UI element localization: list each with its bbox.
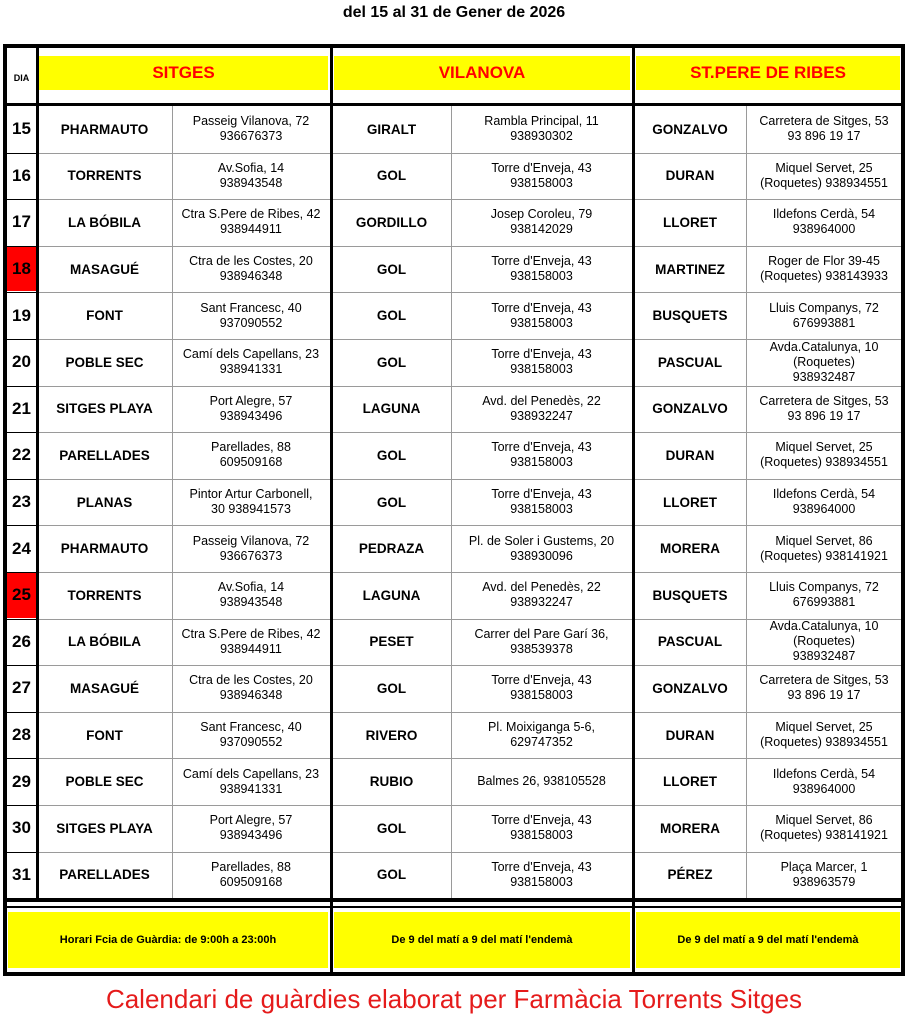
row-divider [37, 479, 330, 480]
row-divider [6, 199, 37, 200]
sitges-pharmacy-address: Camí dels Capellans, 23 938941331 [182, 347, 320, 377]
vilanova-pharmacy-address: Balmes 26, 938105528 [477, 774, 606, 789]
vilanova-pharmacy-address: Torre d'Enveja, 43 938158003 [491, 440, 592, 470]
row-divider [37, 339, 330, 340]
sitges-pharmacy-name: PHARMAUTO [60, 541, 149, 557]
ribes-pharmacy-name: DURAN [665, 727, 715, 743]
sitges-pharmacy-name: MASAGUÉ [69, 261, 139, 277]
sitges-pharmacy-address: Av.Sofia, 14 938943548 [217, 580, 285, 610]
ribes-pharmacy-address: Avda.Catalunya, 10 (Roquetes) 938932487 [769, 339, 879, 384]
ribes-pharmacy-address: Carretera de Sitges, 53 93 896 19 17 [759, 393, 889, 423]
vilanova-pharmacy-address: Carrer del Pare Garí 36, 938539378 [474, 626, 609, 656]
row-divider [634, 572, 902, 573]
vilanova-pharmacy-name: GOL [376, 447, 407, 463]
ribes-pharmacy-address: Miquel Servet, 25 (Roquetes) 938934551 [760, 440, 888, 470]
ribes-pharmacy-address: Avda.Catalunya, 10 (Roquetes) 938932487 [769, 619, 879, 664]
vilanova-pharmacy-name: PESET [369, 634, 414, 650]
day-number: 22 [12, 445, 31, 465]
row-divider [6, 852, 37, 853]
row-divider [37, 199, 330, 200]
name-address-split [746, 106, 747, 898]
sitges-pharmacy-address: Port Alegre, 57 938943496 [209, 393, 293, 423]
ribes-pharmacy-address: Lluis Companys, 72 676993881 [769, 300, 879, 330]
vilanova-pharmacy-name: GOL [376, 867, 407, 883]
day-number: 30 [12, 818, 31, 838]
sitges-pharmacy-address: Sant Francesc, 40 937090552 [200, 720, 302, 750]
ribes-pharmacy-name: GONZALVO [652, 401, 728, 417]
day-number: 15 [12, 119, 31, 139]
table-border-left [3, 44, 7, 976]
day-number: 29 [12, 771, 31, 791]
ribes-pharmacy-address: Miquel Servet, 25 (Roquetes) 938934551 [760, 160, 888, 190]
row-divider [634, 665, 902, 666]
ribes-pharmacy-name: GONZALVO [652, 680, 728, 696]
row-divider [634, 199, 902, 200]
row-divider [332, 292, 632, 293]
row-divider [37, 758, 330, 759]
sitges-pharmacy-name: MASAGUÉ [69, 680, 139, 696]
sitges-pharmacy-name: FONT [86, 308, 123, 324]
row-divider [332, 525, 632, 526]
column-separator [632, 44, 635, 976]
column-separator [330, 44, 333, 976]
day-number: 24 [12, 538, 31, 558]
vilanova-pharmacy-address: Torre d'Enveja, 43 938158003 [491, 347, 592, 377]
sitges-pharmacy-name: LA BÓBILA [68, 634, 141, 650]
row-divider [634, 432, 902, 433]
day-number: 28 [12, 725, 31, 745]
sitges-pharmacy-name: PARELLADES [59, 447, 150, 463]
vilanova-pharmacy-name: GOL [376, 168, 407, 184]
city-label: ST.PERE DE RIBES [690, 63, 846, 82]
row-divider [6, 805, 37, 806]
vilanova-pharmacy-address: Pl. Moixiganga 5-6, 629747352 [487, 720, 595, 750]
vilanova-pharmacy-name: GOL [376, 680, 407, 696]
vilanova-pharmacy-name: RIVERO [365, 727, 418, 743]
row-divider [6, 572, 37, 573]
sitges-pharmacy-address: Ctra S.Pere de Ribes, 42 938944911 [181, 626, 321, 656]
footer-schedule-note: De 9 del matí a 9 del matí l'endemà [334, 912, 630, 968]
ribes-pharmacy-name: PASCUAL [657, 354, 723, 370]
table-border-top [3, 44, 905, 48]
credit-line: Calendari de guàrdies elaborat per Farmàcia Torrents Sitges [105, 984, 803, 1014]
row-divider [634, 153, 902, 154]
dia-separator [36, 44, 39, 898]
row-divider [6, 712, 37, 713]
row-divider [332, 712, 632, 713]
ribes-pharmacy-address: Ildefons Cerdà, 54 938964000 [772, 766, 876, 796]
sitges-pharmacy-name: PLANAS [76, 494, 133, 510]
ribes-pharmacy-address: Miquel Servet, 25 (Roquetes) 938934551 [760, 720, 888, 750]
footer-schedule-note: Horari Fcia de Guàrdia: de 9:00h a 23:00h [8, 912, 328, 968]
ribes-pharmacy-address: Miquel Servet, 86 (Roquetes) 938141921 [760, 813, 888, 843]
row-divider [634, 479, 902, 480]
row-divider [6, 479, 37, 480]
row-divider [332, 386, 632, 387]
city-label: SITGES [152, 63, 215, 82]
ribes-pharmacy-address: Carretera de Sitges, 53 93 896 19 17 [759, 673, 889, 703]
row-divider [332, 339, 632, 340]
ribes-pharmacy-address: Ildefons Cerdà, 54 938964000 [772, 487, 876, 517]
row-divider [634, 619, 902, 620]
day-number: 31 [12, 864, 31, 884]
ribes-pharmacy-name: DURAN [665, 168, 715, 184]
vilanova-pharmacy-address: Pl. de Soler i Gustems, 20 938930096 [468, 533, 615, 563]
row-divider [6, 153, 37, 154]
sitges-pharmacy-name: TORRENTS [67, 168, 142, 184]
row-divider [634, 386, 902, 387]
ribes-pharmacy-name: LLORET [663, 214, 717, 230]
header-divider [3, 103, 905, 106]
row-divider [37, 665, 330, 666]
ribes-pharmacy-name: MORERA [660, 541, 720, 557]
ribes-pharmacy-name: BUSQUETS [652, 587, 728, 603]
row-divider [6, 432, 37, 433]
holiday-day-number: 18 [7, 247, 36, 292]
vilanova-pharmacy-address: Avd. del Penedès, 22 938932247 [482, 580, 601, 610]
city-label: VILANOVA [438, 63, 526, 82]
row-divider [37, 386, 330, 387]
sitges-pharmacy-name: PHARMAUTO [60, 121, 149, 137]
vilanova-pharmacy-address: Torre d'Enveja, 43 938158003 [491, 487, 592, 517]
row-divider [6, 292, 37, 293]
vilanova-pharmacy-name: GORDILLO [355, 214, 428, 230]
row-divider [332, 199, 632, 200]
sitges-pharmacy-address: Parellades, 88 609509168 [211, 859, 291, 889]
sitges-pharmacy-name: POBLE SEC [65, 354, 144, 370]
row-divider [634, 525, 902, 526]
footer-schedule-note: De 9 del matí a 9 del matí l'endemà [636, 912, 900, 968]
row-divider [332, 619, 632, 620]
ribes-pharmacy-name: BUSQUETS [652, 308, 728, 324]
vilanova-pharmacy-name: GOL [376, 261, 407, 277]
table-border-bottom [3, 972, 905, 976]
row-divider [6, 665, 37, 666]
holiday-day-number: 25 [7, 573, 36, 618]
vilanova-pharmacy-address: Torre d'Enveja, 43 938158003 [491, 254, 592, 284]
row-divider [634, 339, 902, 340]
row-divider [332, 432, 632, 433]
ribes-pharmacy-name: LLORET [663, 494, 717, 510]
row-divider [634, 246, 902, 247]
vilanova-pharmacy-address: Josep Coroleu, 79 938142029 [490, 207, 593, 237]
day-number: 17 [12, 212, 31, 232]
row-divider [37, 619, 330, 620]
sitges-pharmacy-address: Ctra de les Costes, 20 938946348 [189, 254, 313, 284]
day-number: 23 [12, 492, 31, 512]
sitges-pharmacy-address: Passeig Vilanova, 72 936676373 [192, 114, 310, 144]
sitges-pharmacy-name: LA BÓBILA [68, 214, 141, 230]
row-divider [6, 525, 37, 526]
sitges-pharmacy-name: FONT [86, 727, 123, 743]
vilanova-pharmacy-address: Torre d'Enveja, 43 938158003 [491, 813, 592, 843]
row-divider [634, 852, 902, 853]
ribes-pharmacy-address: Ildefons Cerdà, 54 938964000 [772, 207, 876, 237]
row-divider [332, 852, 632, 853]
sitges-pharmacy-name: POBLE SEC [65, 774, 144, 790]
ribes-pharmacy-name: PASCUAL [657, 634, 723, 650]
day-number: 20 [12, 352, 31, 372]
day-number: 19 [12, 305, 31, 325]
vilanova-pharmacy-address: Torre d'Enveja, 43 938158003 [491, 300, 592, 330]
vilanova-pharmacy-address: Rambla Principal, 11 938930302 [484, 114, 599, 144]
row-divider [332, 758, 632, 759]
ribes-pharmacy-name: DURAN [665, 447, 715, 463]
row-divider [332, 246, 632, 247]
day-number: 26 [12, 631, 31, 651]
ribes-pharmacy-name: PÉREZ [667, 867, 713, 883]
ribes-pharmacy-name: MARTINEZ [655, 261, 725, 277]
row-divider [332, 479, 632, 480]
sitges-pharmacy-address: Av.Sofia, 14 938943548 [217, 160, 285, 190]
row-divider [37, 712, 330, 713]
vilanova-pharmacy-name: PEDRAZA [358, 541, 425, 557]
ribes-pharmacy-address: Miquel Servet, 86 (Roquetes) 938141921 [760, 533, 888, 563]
vilanova-pharmacy-name: RUBIO [369, 774, 414, 790]
sitges-pharmacy-address: Port Alegre, 57 938943496 [209, 813, 293, 843]
sitges-pharmacy-address: Pintor Artur Carbonell, 30 938941573 [189, 487, 313, 517]
sitges-pharmacy-address: Ctra S.Pere de Ribes, 42 938944911 [181, 207, 321, 237]
vilanova-pharmacy-name: GOL [376, 820, 407, 836]
sitges-pharmacy-address: Parellades, 88 609509168 [211, 440, 291, 470]
ribes-pharmacy-name: LLORET [663, 774, 717, 790]
row-divider [634, 712, 902, 713]
name-address-split [172, 106, 173, 898]
row-divider [634, 758, 902, 759]
row-divider [6, 619, 37, 620]
vilanova-pharmacy-address: Torre d'Enveja, 43 938158003 [491, 673, 592, 703]
row-divider [37, 246, 330, 247]
day-number: 16 [12, 165, 31, 185]
row-divider [37, 432, 330, 433]
duty-calendar-table [0, 44, 908, 976]
row-divider [6, 386, 37, 387]
page-title: del 15 al 31 de Gener de 2026 [342, 4, 566, 21]
row-divider [6, 246, 37, 247]
row-divider [37, 525, 330, 526]
row-divider [634, 292, 902, 293]
dia-column-header: DIA [13, 73, 30, 83]
row-divider [332, 153, 632, 154]
row-divider [332, 665, 632, 666]
row-divider [6, 758, 37, 759]
row-divider [332, 805, 632, 806]
ribes-pharmacy-name: GONZALVO [652, 121, 728, 137]
row-divider [37, 572, 330, 573]
sitges-pharmacy-address: Passeig Vilanova, 72 936676373 [192, 533, 310, 563]
sitges-pharmacy-address: Sant Francesc, 40 937090552 [200, 300, 302, 330]
name-address-split [451, 106, 452, 898]
vilanova-pharmacy-name: GOL [376, 308, 407, 324]
footer-divider-inner [3, 906, 905, 908]
row-divider [6, 339, 37, 340]
footer-divider [3, 898, 905, 902]
row-divider [37, 153, 330, 154]
ribes-pharmacy-address: Lluis Companys, 72 676993881 [769, 580, 879, 610]
vilanova-pharmacy-name: LAGUNA [362, 401, 421, 417]
sitges-pharmacy-address: Ctra de les Costes, 20 938946348 [189, 673, 313, 703]
table-border-right [901, 44, 905, 976]
row-divider [37, 292, 330, 293]
sitges-pharmacy-address: Camí dels Capellans, 23 938941331 [182, 766, 320, 796]
vilanova-pharmacy-address: Torre d'Enveja, 43 938158003 [491, 859, 592, 889]
ribes-pharmacy-address: Roger de Flor 39-45 (Roquetes) 938143933 [760, 254, 888, 284]
row-divider [332, 572, 632, 573]
sitges-pharmacy-name: SITGES PLAYA [56, 820, 153, 836]
sitges-pharmacy-name: PARELLADES [59, 867, 150, 883]
day-number: 21 [12, 398, 31, 418]
vilanova-pharmacy-name: GIRALT [366, 121, 417, 137]
vilanova-pharmacy-name: LAGUNA [362, 587, 421, 603]
ribes-pharmacy-name: MORERA [660, 820, 720, 836]
ribes-pharmacy-address: Carretera de Sitges, 53 93 896 19 17 [759, 114, 889, 144]
day-number: 27 [12, 678, 31, 698]
sitges-pharmacy-name: TORRENTS [67, 587, 142, 603]
row-divider [634, 805, 902, 806]
row-divider [37, 852, 330, 853]
vilanova-pharmacy-name: GOL [376, 494, 407, 510]
row-divider [37, 805, 330, 806]
vilanova-pharmacy-address: Torre d'Enveja, 43 938158003 [491, 160, 592, 190]
sitges-pharmacy-name: SITGES PLAYA [56, 401, 153, 417]
vilanova-pharmacy-address: Avd. del Penedès, 22 938932247 [482, 393, 601, 423]
ribes-pharmacy-address: Plaça Marcer, 1 938963579 [780, 859, 868, 889]
vilanova-pharmacy-name: GOL [376, 354, 407, 370]
